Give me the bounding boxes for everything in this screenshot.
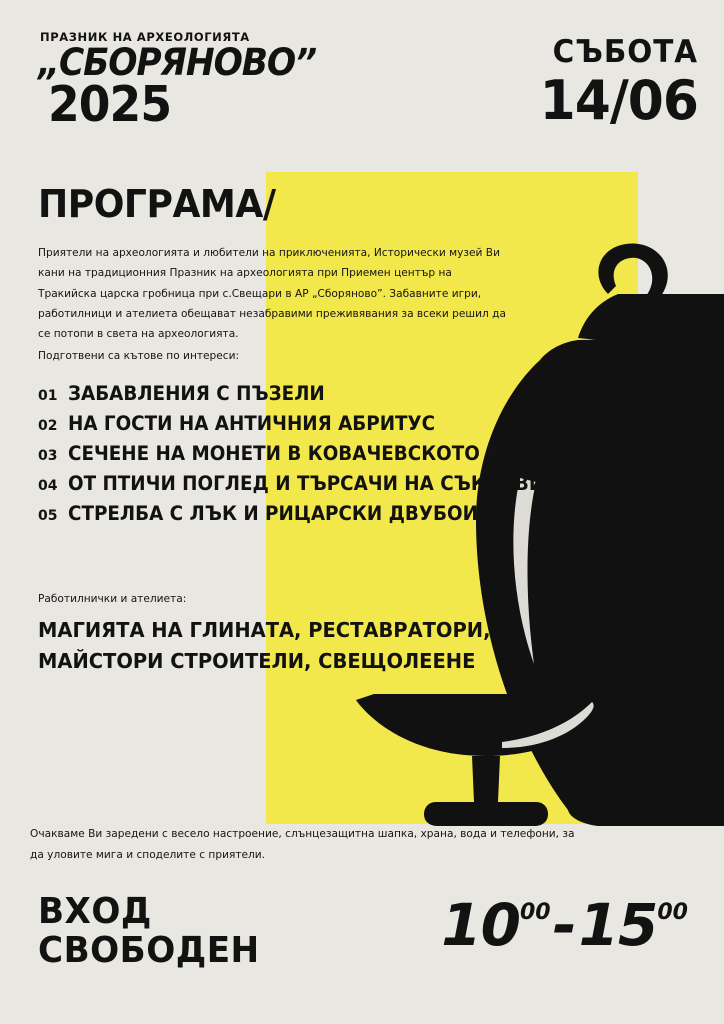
list-item: [38, 502, 598, 525]
entry-line-1: ВХОД: [38, 891, 152, 932]
workshops-line-1: МАГИЯТА НА ГЛИНАТА, РЕСТАВРАТОРИ,: [38, 618, 491, 642]
list-item-number: 02: [38, 418, 58, 434]
list-item-label: СТРЕЛБА С ЛЪК И РИЦАРСКИ ДВУБОИ: [68, 502, 478, 525]
list-item-label: ОТ ПТИЧИ ПОГЛЕД И ТЪРСАЧИ НА СЪКРОВИЩА: [68, 472, 583, 495]
event-hours: [441, 891, 688, 959]
hours-start-minutes: 00: [519, 900, 551, 925]
festival-kicker: ПРАЗНИК НА АРХЕОЛОГИЯТА: [40, 30, 250, 44]
entry-line-2: СВОБОДЕН: [38, 929, 260, 971]
festival-year: 2025: [48, 76, 172, 134]
program-list: [38, 382, 598, 532]
list-item: [38, 412, 598, 435]
list-item-label: НА ГОСТИ НА АНТИЧНИЯ АБРИТУС: [68, 412, 436, 435]
festival-name: „СБОРЯНОВО”: [38, 41, 317, 84]
workshops-label: Работилнички и ателиета:: [38, 593, 187, 605]
list-item-label: СЕЧЕНЕ НА МОНЕТИ В КОВАЧЕВСКОТО КАЛЕ: [68, 442, 544, 465]
footer-note: Очакваме Ви заредени с весело настроение, слънцезащитна шапка, храна, вода и телефони, за да уловите мига и споделите с приятели.: [30, 828, 575, 862]
hours-end: 15: [578, 891, 658, 959]
hours-start: 10: [441, 891, 520, 959]
hours-dash: -: [552, 891, 577, 959]
list-item-number: 03: [38, 448, 58, 464]
list-item-number: 04: [38, 478, 58, 494]
event-date: 14/06: [539, 69, 698, 132]
list-item-label: ЗАБАВЛЕНИЯ С ПЪЗЕЛИ: [68, 382, 325, 405]
list-item-number: 05: [38, 508, 58, 524]
day-name: СЪБОТА: [552, 34, 698, 70]
festival-title-block: [38, 30, 337, 134]
intro-paragraph: Приятели на археологията и любители на приключенията, Исторически музей Ви кани на традиционния Празник на археологията при Приемен център на Тракийска царска гробница при с.Свещари в АР „Сборяново”. Забавните игри, работилници и ателиета обещават незабравими преживявания за всеки решил да се потопи в света на археологията.: [38, 247, 506, 341]
free-entry-block: [38, 893, 271, 971]
list-item-number: 01: [38, 388, 58, 404]
date-block: [533, 34, 698, 132]
interests-label: Подготвени са кътове по интереси:: [38, 350, 240, 362]
list-item: [38, 382, 598, 405]
list-item: [38, 472, 598, 495]
list-item: [38, 442, 598, 465]
page-title: ПРОГРАМА/: [38, 182, 276, 226]
footed-bowl-icon: [352, 690, 620, 830]
workshops-line-2: МАЙСТОРИ СТРОИТЕЛИ, СВЕЩОЛЕЕНЕ: [38, 648, 476, 673]
hours-end-minutes: 00: [657, 900, 688, 925]
workshops-list: [38, 615, 514, 677]
